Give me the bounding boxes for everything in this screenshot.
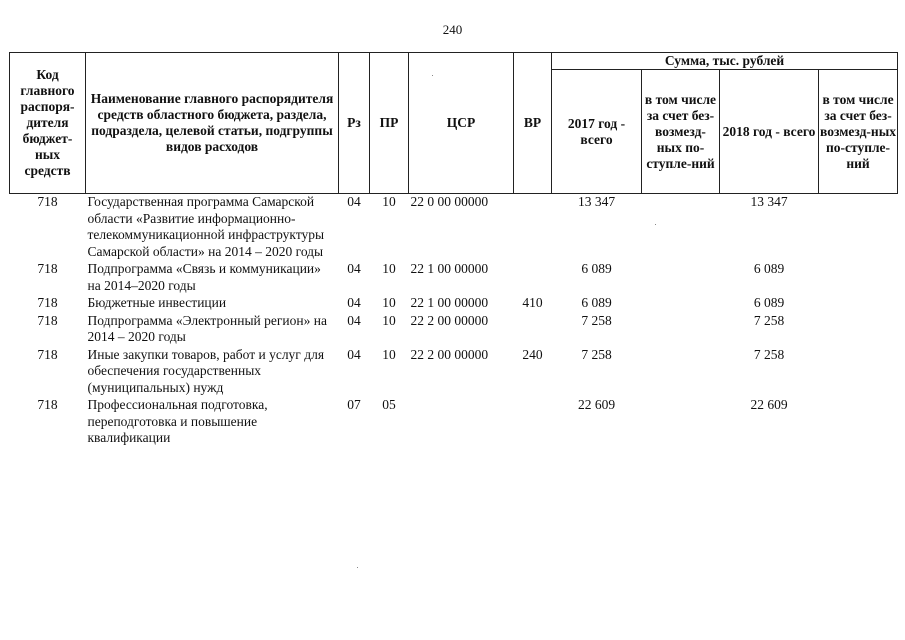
cell-csr xyxy=(409,397,514,448)
cell-code: 718 xyxy=(37,346,58,362)
cell-2018-free xyxy=(819,261,898,295)
table-row xyxy=(10,313,898,347)
table-row xyxy=(10,261,898,295)
cell-code: 718 xyxy=(37,397,58,412)
cell-name: Иные закупки товаров, работ и услуг для обеспечения государственных (муниципальных) нужд xyxy=(87,346,325,395)
header-2018-total: 2018 год - всего xyxy=(720,70,819,194)
cell-2017-free xyxy=(642,347,720,398)
cell-2018-total: 6 089 xyxy=(753,295,785,310)
cell-name: Бюджетные инвестиции xyxy=(87,295,227,310)
cell-2018-total: 6 089 xyxy=(753,261,785,276)
cell-name: Подпрограмма «Связь и коммуникации» на 2014–2020 годы xyxy=(87,261,321,293)
cell-csr: 22 0 00 00000 xyxy=(410,194,489,209)
cell-2017-total: 6 089 xyxy=(581,295,612,310)
cell-vr xyxy=(514,261,552,295)
cell-2018-total: 22 609 xyxy=(750,397,788,412)
scan-speck xyxy=(655,224,656,225)
cell-name: Профессиональная подготовка, переподготовка и повышение квалификации xyxy=(87,397,268,445)
cell-rz: 04 xyxy=(347,312,361,328)
cell-2018-free xyxy=(819,347,898,398)
cell-2017-free xyxy=(642,397,720,448)
scan-speck xyxy=(432,75,433,76)
cell-code: 718 xyxy=(37,295,58,310)
cell-2018-free xyxy=(819,397,898,448)
cell-pr: 10 xyxy=(382,295,396,310)
cell-2018-total: 7 258 xyxy=(753,312,785,328)
scan-speck xyxy=(357,567,358,568)
cell-2017-free xyxy=(642,313,720,347)
cell-2018-total: 7 258 xyxy=(753,346,785,362)
cell-2018-free xyxy=(819,194,898,262)
table-row xyxy=(10,295,898,313)
cell-2017-free xyxy=(642,261,720,295)
table-row xyxy=(10,397,898,448)
header-name: Наименование главного распорядителя средств областного бюджета, раздела, подраздела, целевой статьи, подгруппы видов расходов xyxy=(86,53,339,194)
header-2018-free: в том числе за счет без-возмезд-ных по-ступле-ний xyxy=(819,70,898,194)
cell-code: 718 xyxy=(37,312,58,328)
cell-code: 718 xyxy=(37,194,58,209)
cell-vr xyxy=(514,313,552,347)
cell-name: Подпрограмма «Электронный регион» на 2014 – 2020 годы xyxy=(87,312,327,344)
cell-csr: 22 1 00 00000 xyxy=(410,295,489,310)
table-row xyxy=(10,347,898,398)
table-body xyxy=(10,194,898,448)
cell-rz: 04 xyxy=(347,261,361,276)
header-csr: ЦСР xyxy=(409,53,514,194)
cell-rz: 04 xyxy=(347,194,361,209)
header-code: Код главного распоря-дителя бюджет-ных средств xyxy=(10,53,86,194)
header-2017-total: 2017 год - всего xyxy=(552,70,642,194)
cell-2017-total: 7 258 xyxy=(581,346,612,362)
cell-vr xyxy=(514,397,552,448)
header-sum-group: Сумма, тыс. рублей xyxy=(552,53,898,70)
cell-rz: 04 xyxy=(347,346,361,362)
cell-vr xyxy=(514,194,552,262)
cell-2017-total: 22 609 xyxy=(577,397,616,412)
table-row xyxy=(10,194,898,262)
cell-vr: 410 xyxy=(522,295,543,310)
header-vr: ВР xyxy=(514,53,552,194)
cell-name: Государственная программа Самарской области «Развитие информационно-телекоммуникационной инфраструктуры Самарской области» на 2014 – 2020 годы xyxy=(87,194,325,259)
cell-rz: 07 xyxy=(347,397,361,412)
cell-2017-free xyxy=(642,295,720,313)
budget-table xyxy=(9,52,898,448)
header-2017-free: в том числе за счет без-возмезд-ных по-ступле-ний xyxy=(642,70,720,194)
table-header xyxy=(10,53,898,194)
cell-2018-free xyxy=(819,295,898,313)
cell-pr: 10 xyxy=(382,312,396,328)
cell-csr: 22 2 00 00000 xyxy=(410,346,489,362)
cell-pr: 10 xyxy=(382,194,396,209)
cell-pr: 05 xyxy=(382,397,396,412)
header-rz: Рз xyxy=(339,53,370,194)
cell-csr: 22 1 00 00000 xyxy=(410,261,489,276)
cell-pr: 10 xyxy=(382,346,396,362)
cell-2018-free xyxy=(819,313,898,347)
cell-rz: 04 xyxy=(347,295,361,310)
cell-2017-free xyxy=(642,194,720,262)
cell-2018-total: 13 347 xyxy=(750,194,788,209)
header-pr: ПР xyxy=(370,53,409,194)
cell-code: 718 xyxy=(37,261,58,276)
page-number: 240 xyxy=(442,22,463,37)
cell-2017-total: 7 258 xyxy=(581,312,612,328)
cell-2017-total: 13 347 xyxy=(577,194,616,209)
cell-vr: 240 xyxy=(522,346,543,362)
cell-2017-total: 6 089 xyxy=(581,261,612,276)
cell-csr: 22 2 00 00000 xyxy=(410,312,489,328)
cell-pr: 10 xyxy=(382,261,396,276)
